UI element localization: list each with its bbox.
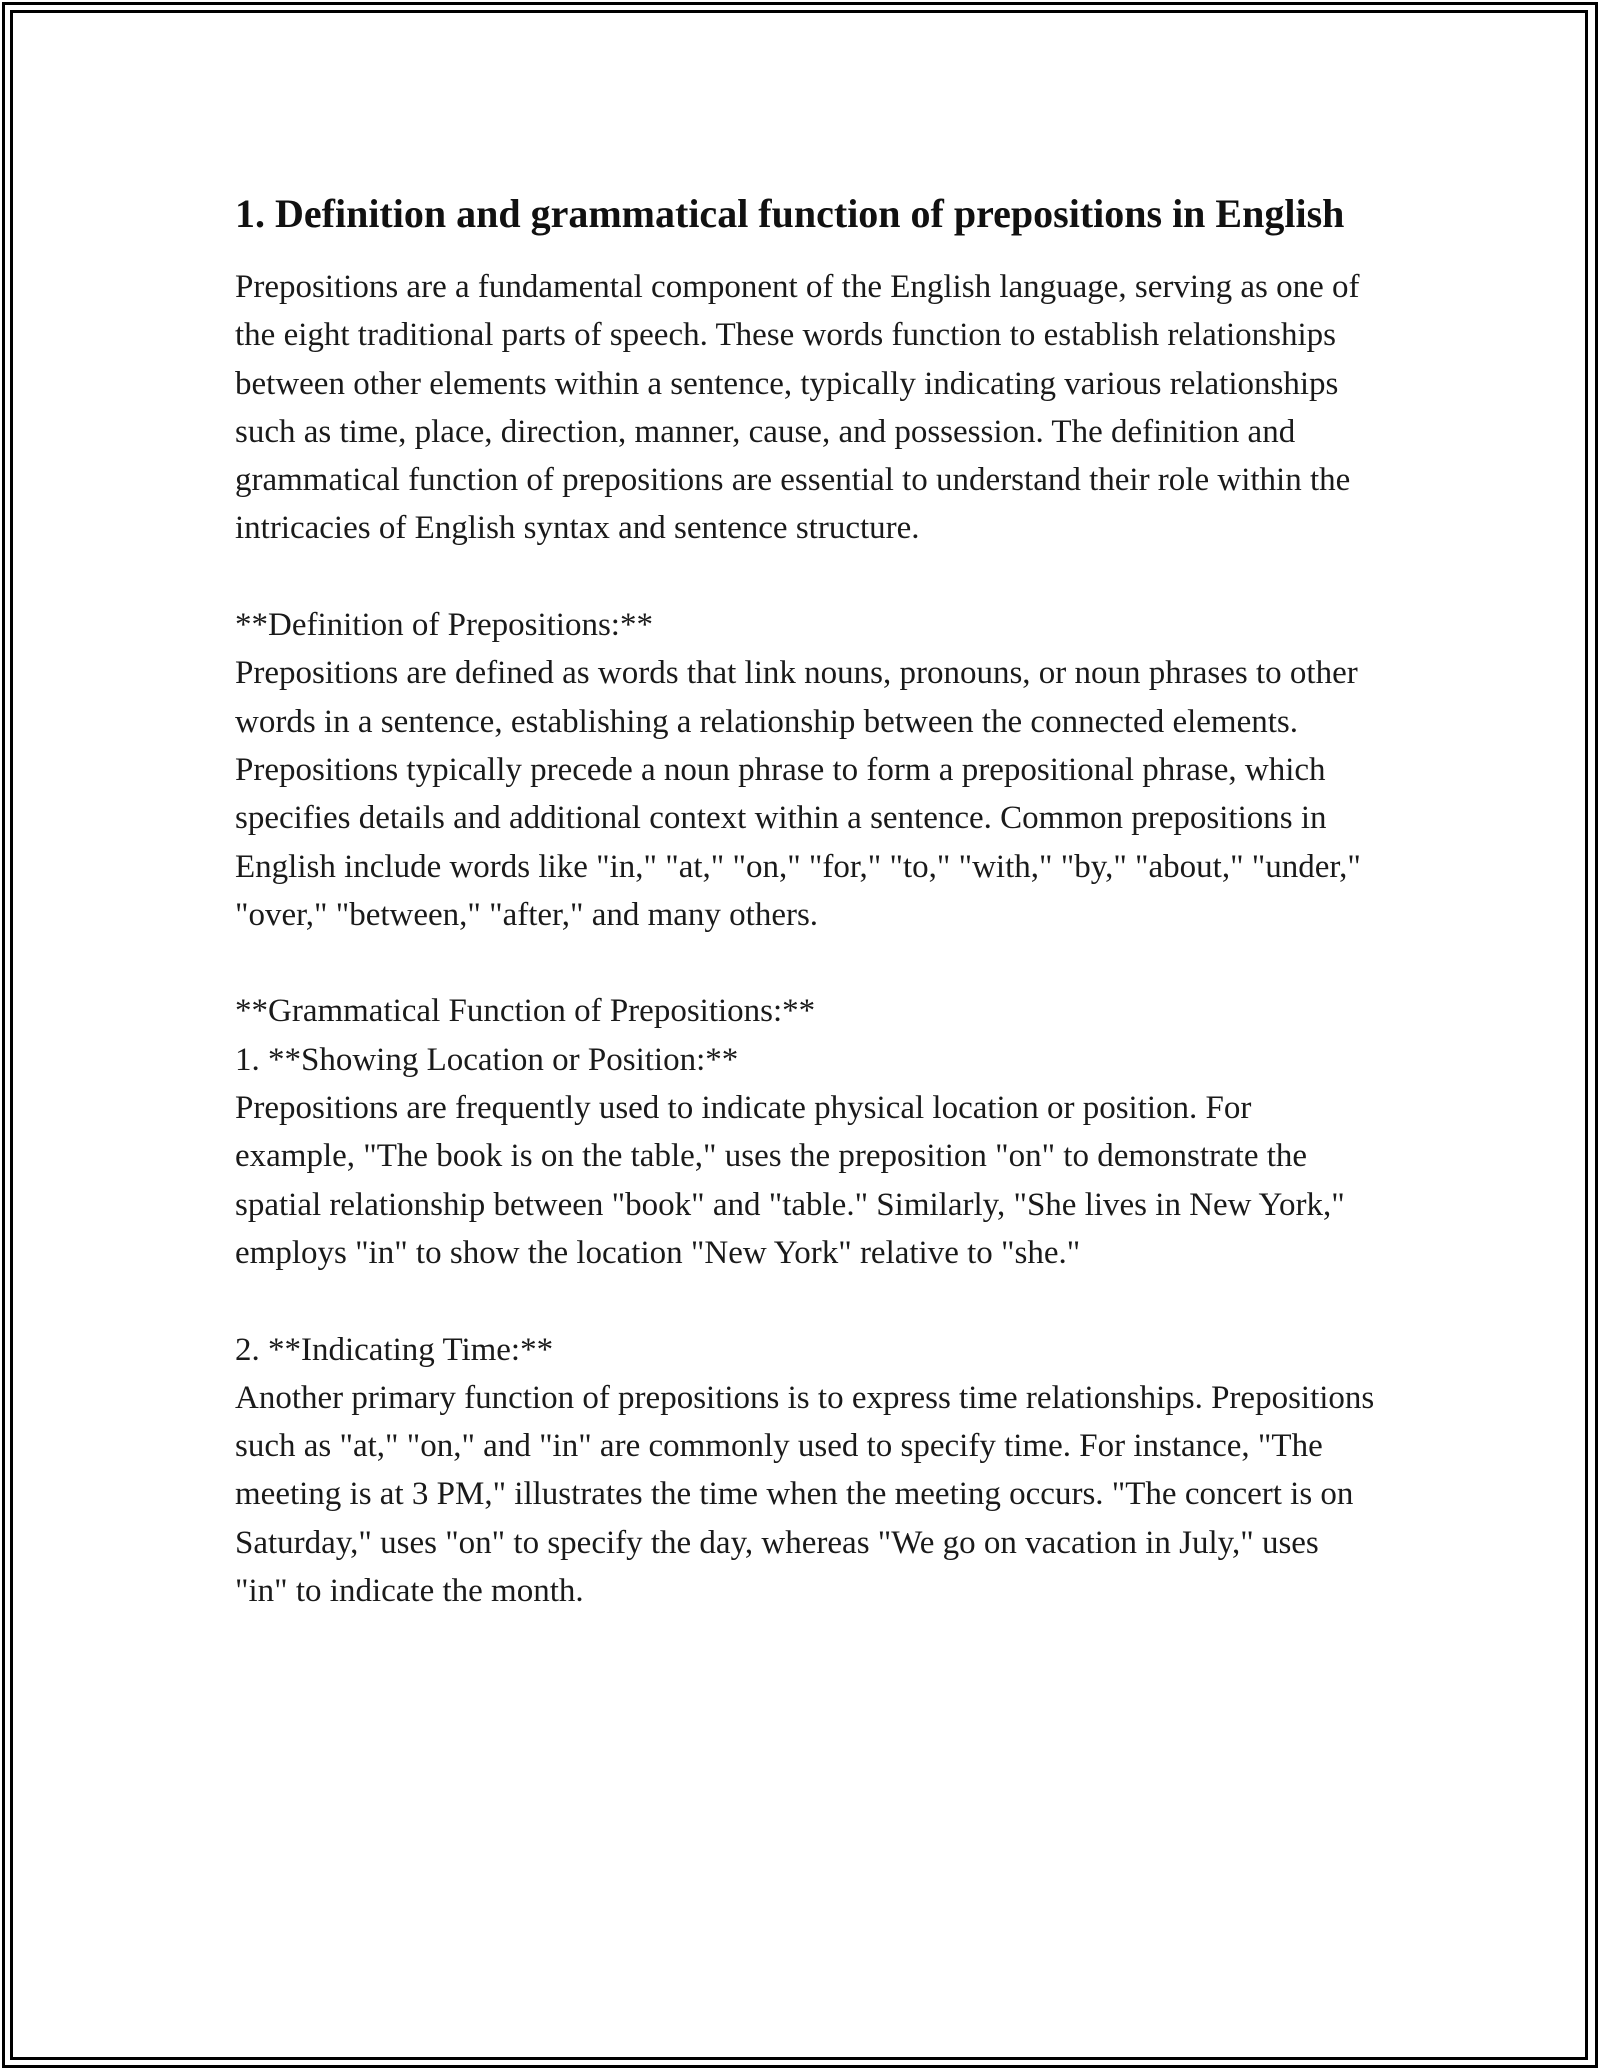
section-body: Prepositions are a fundamental component of the English language, serving as one of the eight traditional parts of speech. These words function to establish relationships between other elements within a sentence, typically indicating various relationships such as time, place, direction, manner, cause, and possession. The definition and grammatical function of prepositions are essential to understand their role within the intricacies of English syntax and sentence structure. **Definition of Prepositions:** Prepositions are defined as words that link nouns, pronouns, or noun phrases to other words in a sentence, establishing a relationship between the connected elements. Prepositions typically precede a noun phrase to form a prepositional phrase, which specifies details and additional context within a sentence. Common prepositions in English include words like "in," "at," "on," "for," "to," "with," "by," "about," "under," "over," "between," "after," and many others. **Grammatical Function of Prepositions:** 1. **Showing Location or Position:** Prepositions are frequently used to indicate physical location or position. For example, "The book is on the table," uses the preposition "on" to demonstrate the spatial relationship between "book" and "table." Similarly, "She lives in New York," employs "in" to show the location "New York" relative to "she." 2. **Indicating Time:** Another primary function of prepositions is to express time relationships. Prepositions such as "at," "on," and "in" are commonly used to specify time. For instance, "The meeting is at 3 PM," illustrates the time when the meeting occurs. "The concert is on Saturday," uses "on" to specify the day, whereas "We go on vacation in July," uses "in" to indicate the month. (235, 269, 1375, 1610)
document-content (235, 186, 1375, 1615)
section-heading: 1. Definition and grammatical function of prepositions in English (235, 191, 1345, 236)
